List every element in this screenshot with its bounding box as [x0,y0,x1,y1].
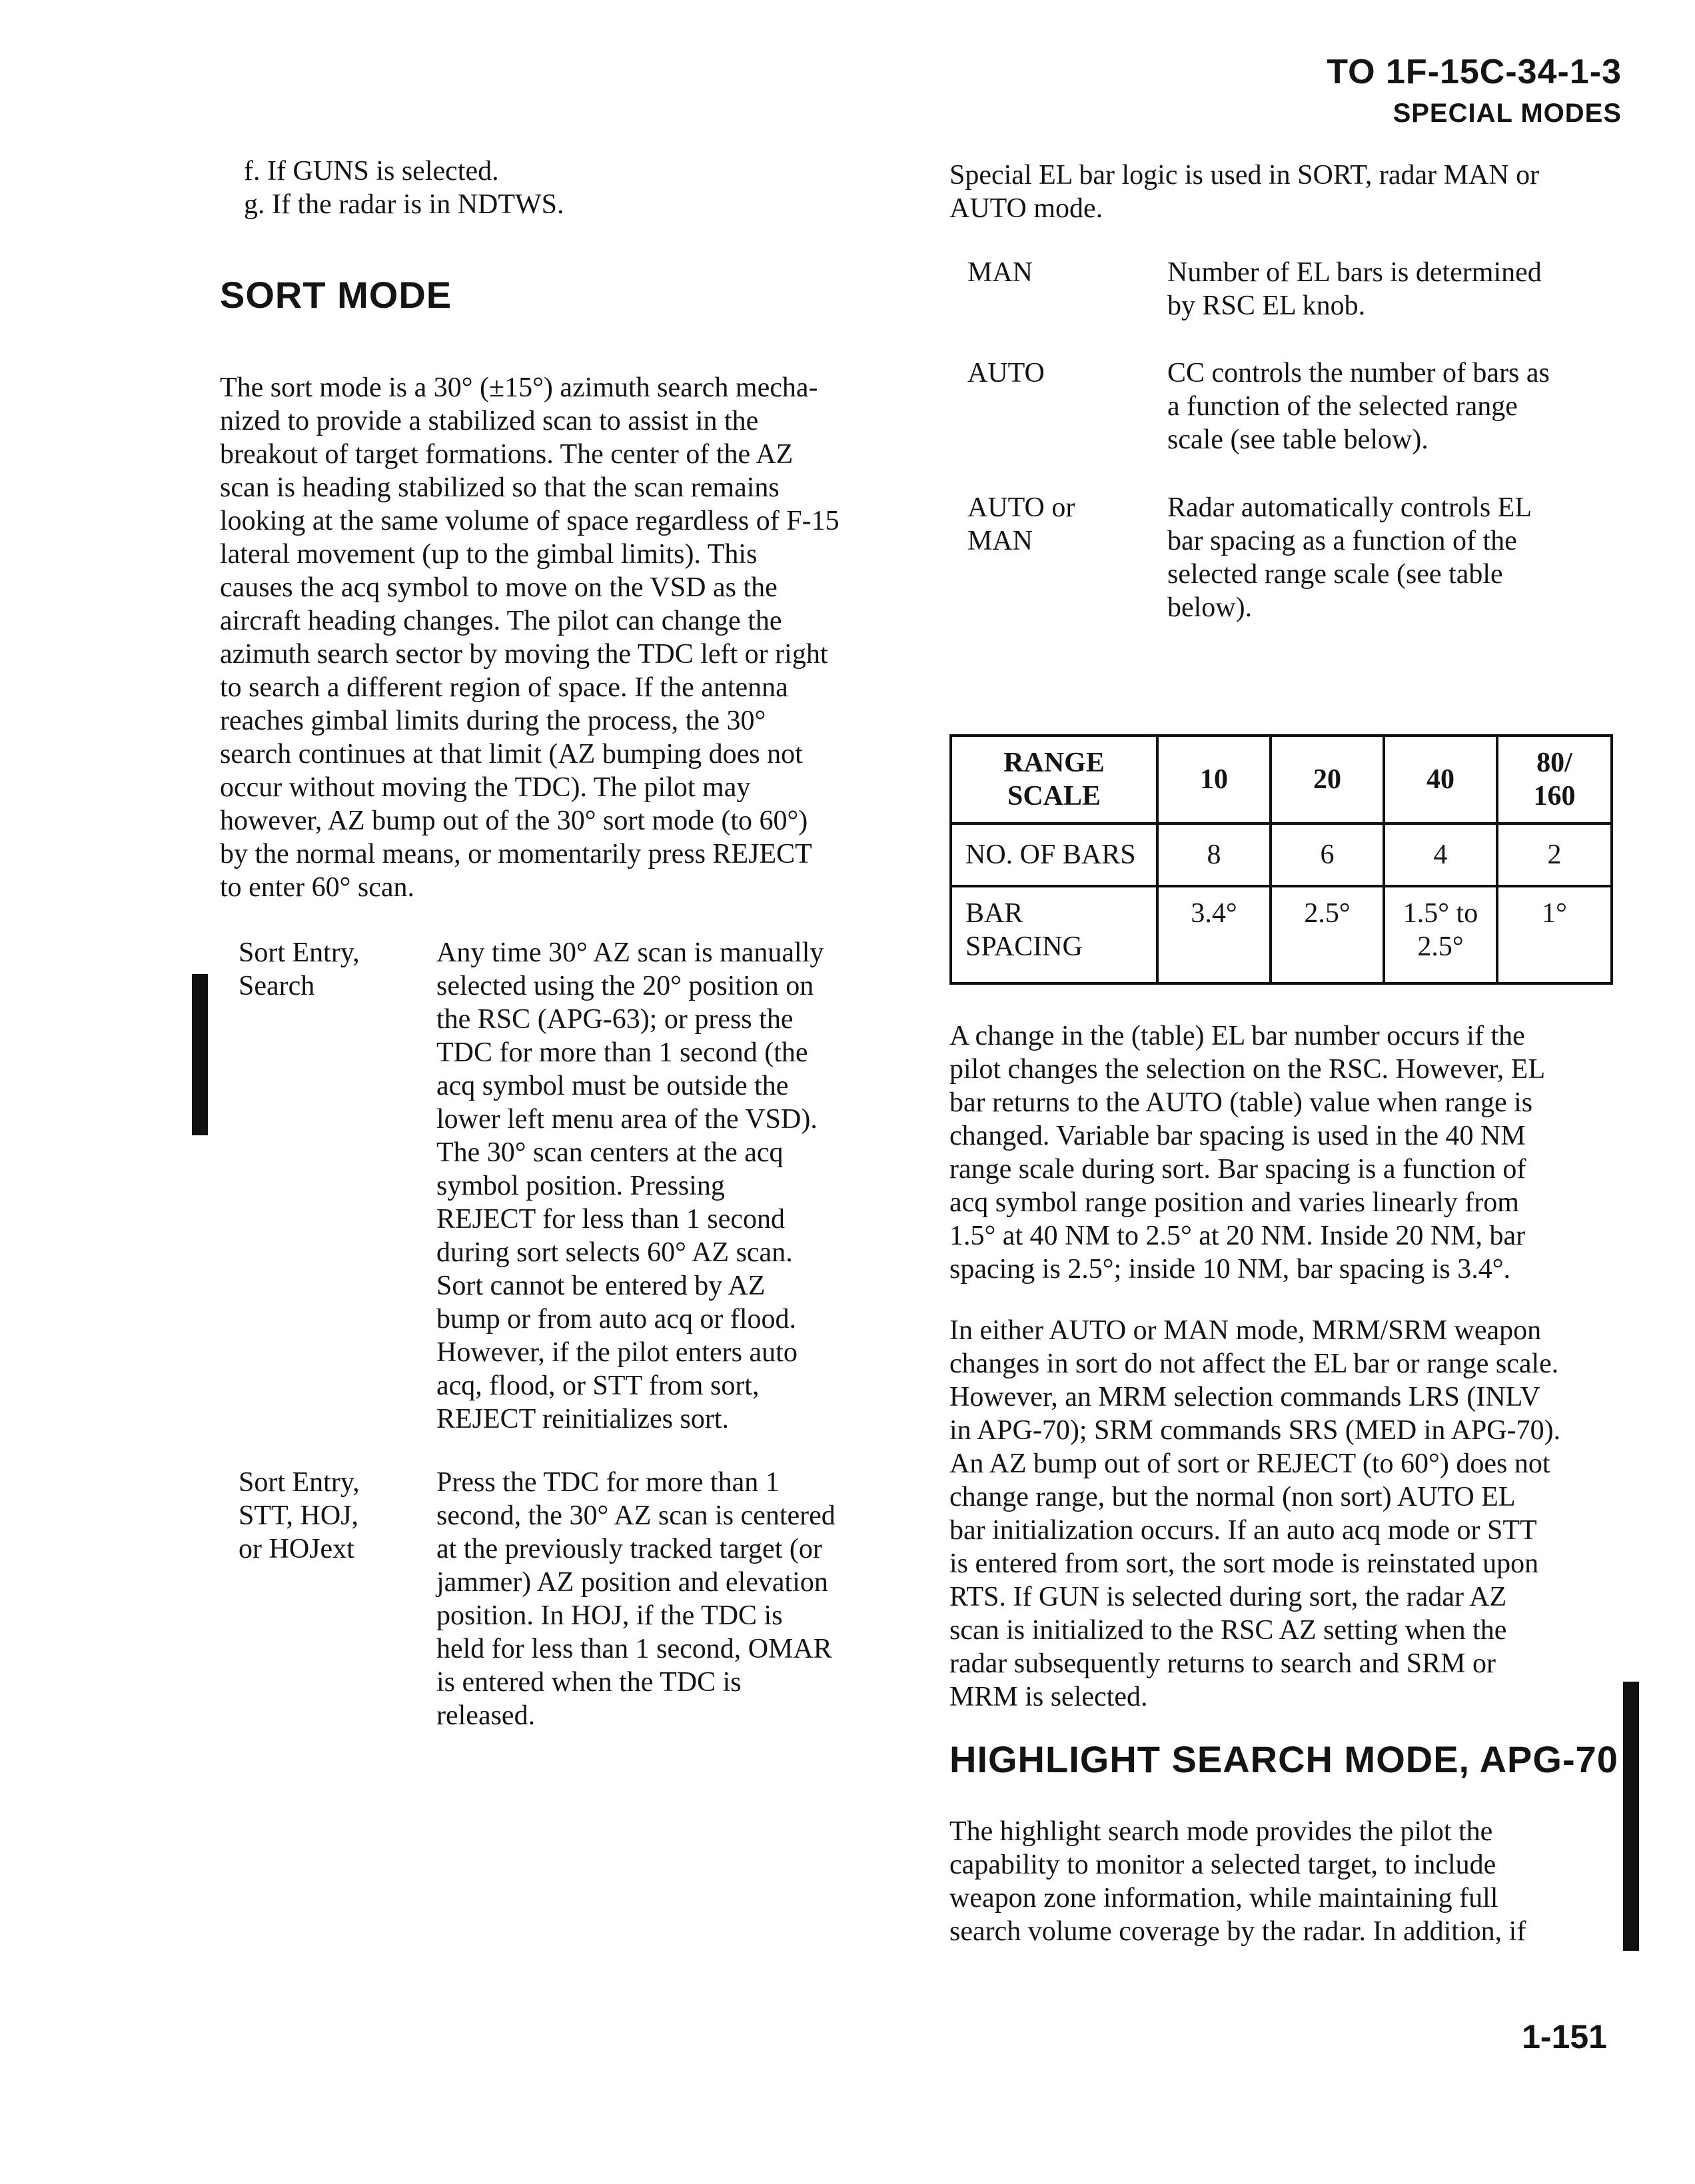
text-line: bar initialization occurs. If an auto acq mode or STT [949,1515,1537,1546]
table-cell: 2.5° [1271,886,1384,983]
text-line: selected range scale (see table [1167,559,1503,590]
table-row [951,823,1612,886]
text-line: however, AZ bump out of the 30° sort mode (to 60°) [220,806,808,836]
term-line: Search [239,971,315,1001]
text-line: Any time 30° AZ scan is manually [436,937,824,968]
mode-term-auto-or-man [967,491,1127,558]
text-line: CC controls the number of bars as [1167,358,1550,388]
table-cell: 40 [1384,736,1497,823]
text-line: changes in sort do not affect the EL bar or range scale. [949,1349,1559,1379]
definition-text-sort-entry-stt [436,1466,875,1732]
text-line: during sort selects 60° AZ scan. [436,1237,793,1268]
term-line: STT, HOJ, [239,1500,359,1531]
list-marker: f. [244,156,261,187]
text-line: in APG-70); SRM commands SRS (MED in APG-70). [949,1415,1561,1446]
mode-def-man [1167,256,1599,322]
text-line: The highlight search mode provides the pilot the [949,1816,1493,1847]
text-line: held for less than 1 second, OMAR [436,1634,832,1664]
term-line: AUTO [967,358,1045,388]
text-line: pilot changes the selection on the RSC. However, EL [949,1054,1546,1085]
weapon-changes-paragraph [949,1314,1614,1714]
el-bar-intro [949,159,1614,225]
table-cell: 4 [1384,823,1497,886]
text-line: capability to monitor a selected target, to include [949,1850,1496,1880]
text-line: to enter 60° scan. [220,872,415,903]
page-number: 1-151 [1522,2018,1607,2055]
sort-mode-paragraph [220,371,885,904]
change-bar [192,974,208,1135]
definition-term-sort-entry-stt [239,1466,438,1566]
list-item [244,188,564,221]
table-cell: 3.4° [1157,886,1271,983]
text-line: azimuth search sector by moving the TDC left or right [220,639,828,670]
text-line: bar spacing as a function of the [1167,526,1517,556]
highlight-search-heading: HIGHLIGHT SEARCH MODE, APG-70 [949,1738,1618,1780]
list-text: If GUNS is selected. [267,156,499,187]
header-line: SCALE [1007,781,1101,812]
text-line: a function of the selected range [1167,391,1518,422]
header-line: RANGE [1003,748,1105,778]
table-cell: 6 [1271,823,1384,886]
text-line: Press the TDC for more than 1 [436,1467,780,1498]
table-cell: 20 [1271,736,1384,823]
text-line: An AZ bump out of sort or REJECT (to 60°) does not [949,1448,1550,1479]
mode-term-auto [967,356,1127,390]
text-line: The sort mode is a 30° (±15°) azimuth search mecha- [220,372,818,403]
text-line: 1.5° at 40 NM to 2.5° at 20 NM. Inside 20 NM, bar [949,1221,1526,1251]
text-line: However, if the pilot enters auto [436,1337,798,1368]
text-line: selected using the 20° position on [436,971,814,1001]
table-row [951,736,1612,823]
text-line: AUTO mode. [949,193,1103,224]
text-line: changed. Variable bar spacing is used in the 40 NM [949,1121,1526,1151]
text-line: looking at the same volume of space regardless of F-15 [220,506,840,536]
text-line: occur without moving the TDC). The pilot may [220,772,751,803]
text-line: acq symbol range position and varies linearly from [949,1187,1519,1218]
definition-term-sort-entry-search [239,936,438,1003]
change-bar [1623,1682,1639,1951]
table-row [951,886,1612,983]
header-line: 80/ [1536,748,1572,778]
text-line: is entered when the TDC is [436,1667,742,1698]
text-line: bar returns to the AUTO (table) value when range is [949,1087,1533,1118]
section-title: SPECIAL MODES [1393,99,1622,128]
header-line: 160 [1533,781,1576,812]
text-line: TDC for more than 1 second (the [436,1037,808,1068]
text-line: radar subsequently returns to search and SRM or [949,1648,1496,1679]
text-line: The 30° scan centers at the acq [436,1137,784,1168]
text-line: the RSC (APG-63); or press the [436,1004,794,1035]
list-item [244,155,499,188]
text-line: REJECT for less than 1 second [436,1204,785,1235]
definition-text-sort-entry-search [436,936,875,1436]
text-line: However, an MRM selection commands LRS (INLV [949,1382,1540,1412]
sort-mode-heading: SORT MODE [220,274,452,316]
text-line: acq symbol must be outside the [436,1071,789,1101]
text-line: acq, flood, or STT from sort, [436,1370,760,1401]
text-line: by the normal means, or momentarily press REJECT [220,839,812,869]
term-line: or HOJext [239,1534,354,1564]
text-line: spacing is 2.5°; inside 10 NM, bar spacing is 3.4°. [949,1254,1511,1285]
text-line: lower left menu area of the VSD). [436,1104,818,1135]
text-line: lateral movement (up to the gimbal limits). This [220,539,758,570]
mode-def-auto-or-man [1167,491,1599,624]
term-line: MAN [967,257,1033,288]
text-line: Number of EL bars is determined [1167,257,1542,288]
list-marker: g. [244,189,265,220]
text-line: search continues at that limit (AZ bumping does not [220,739,803,770]
text-line: Sort cannot be entered by AZ [436,1271,766,1301]
term-line: Sort Entry, [239,1467,360,1498]
value-line: 1.5° to [1403,898,1478,929]
text-line: is entered from sort, the sort mode is reinstated upon [949,1548,1539,1579]
text-line: scale (see table below). [1167,424,1428,455]
text-line: RTS. If GUN is selected during sort, the radar AZ [949,1582,1507,1612]
text-line: Special EL bar logic is used in SORT, radar MAN or [949,160,1540,191]
text-line: A change in the (table) EL bar number occurs if the [949,1021,1525,1051]
label-line: BAR [965,898,1023,929]
text-line: below). [1167,592,1253,623]
table-cell [1384,886,1497,983]
table-cell [951,736,1157,823]
table-cell: 1° [1497,886,1612,983]
text-line: In either AUTO or MAN mode, MRM/SRM weapon [949,1315,1542,1346]
text-line: REJECT reinitializes sort. [436,1404,729,1434]
text-line: search volume coverage by the radar. In addition, if [949,1916,1526,1947]
value-line: 2.5° [1417,931,1464,962]
text-line: symbol position. Pressing [436,1171,725,1201]
term-line: Sort Entry, [239,937,360,968]
text-line: scan is heading stabilized so that the scan remains [220,472,780,503]
text-line: MRM is selected. [949,1682,1148,1712]
text-line: range scale during sort. Bar spacing is a function of [949,1154,1526,1185]
text-line: at the previously tracked target (or [436,1534,822,1564]
text-line: nized to provide a stabilized scan to assist in the [220,406,759,436]
term-line: MAN [967,526,1033,556]
table-cell: 8 [1157,823,1271,886]
text-line: weapon zone information, while maintaining full [949,1883,1498,1913]
table-cell: 2 [1497,823,1612,886]
text-line: second, the 30° AZ scan is centered [436,1500,836,1531]
table-cell [1497,736,1612,823]
mode-term-man [967,256,1127,289]
text-line: position. In HOJ, if the TDC is [436,1600,783,1631]
table-cell: NO. OF BARS [951,823,1157,886]
text-line: jammer) AZ position and elevation [436,1567,828,1598]
table-cell [951,886,1157,983]
table-cell: 10 [1157,736,1271,823]
text-line: reaches gimbal limits during the process, the 30° [220,706,766,736]
el-bar-change-paragraph [949,1019,1614,1286]
text-line: released. [436,1700,536,1731]
mode-def-auto [1167,356,1599,456]
range-scale-table [949,734,1613,985]
list-text: If the radar is in NDTWS. [272,189,564,220]
term-line: AUTO or [967,492,1075,523]
highlight-search-paragraph [949,1815,1614,1948]
text-line: aircraft heading changes. The pilot can change the [220,606,782,636]
text-line: causes the acq symbol to move on the VSD as the [220,572,778,603]
text-line: Radar automatically controls EL [1167,492,1532,523]
text-line: scan is initialized to the RSC AZ setting when the [949,1615,1507,1646]
document-number: TO 1F-15C-34-1-3 [1327,53,1622,91]
text-line: by RSC EL knob. [1167,290,1366,321]
text-line: bump or from auto acq or flood. [436,1304,797,1335]
label-line: SPACING [965,931,1083,962]
text-line: to search a different region of space. If the antenna [220,672,788,703]
text-line: breakout of target formations. The center of the AZ [220,439,794,470]
text-line: change range, but the normal (non sort) AUTO EL [949,1482,1516,1512]
